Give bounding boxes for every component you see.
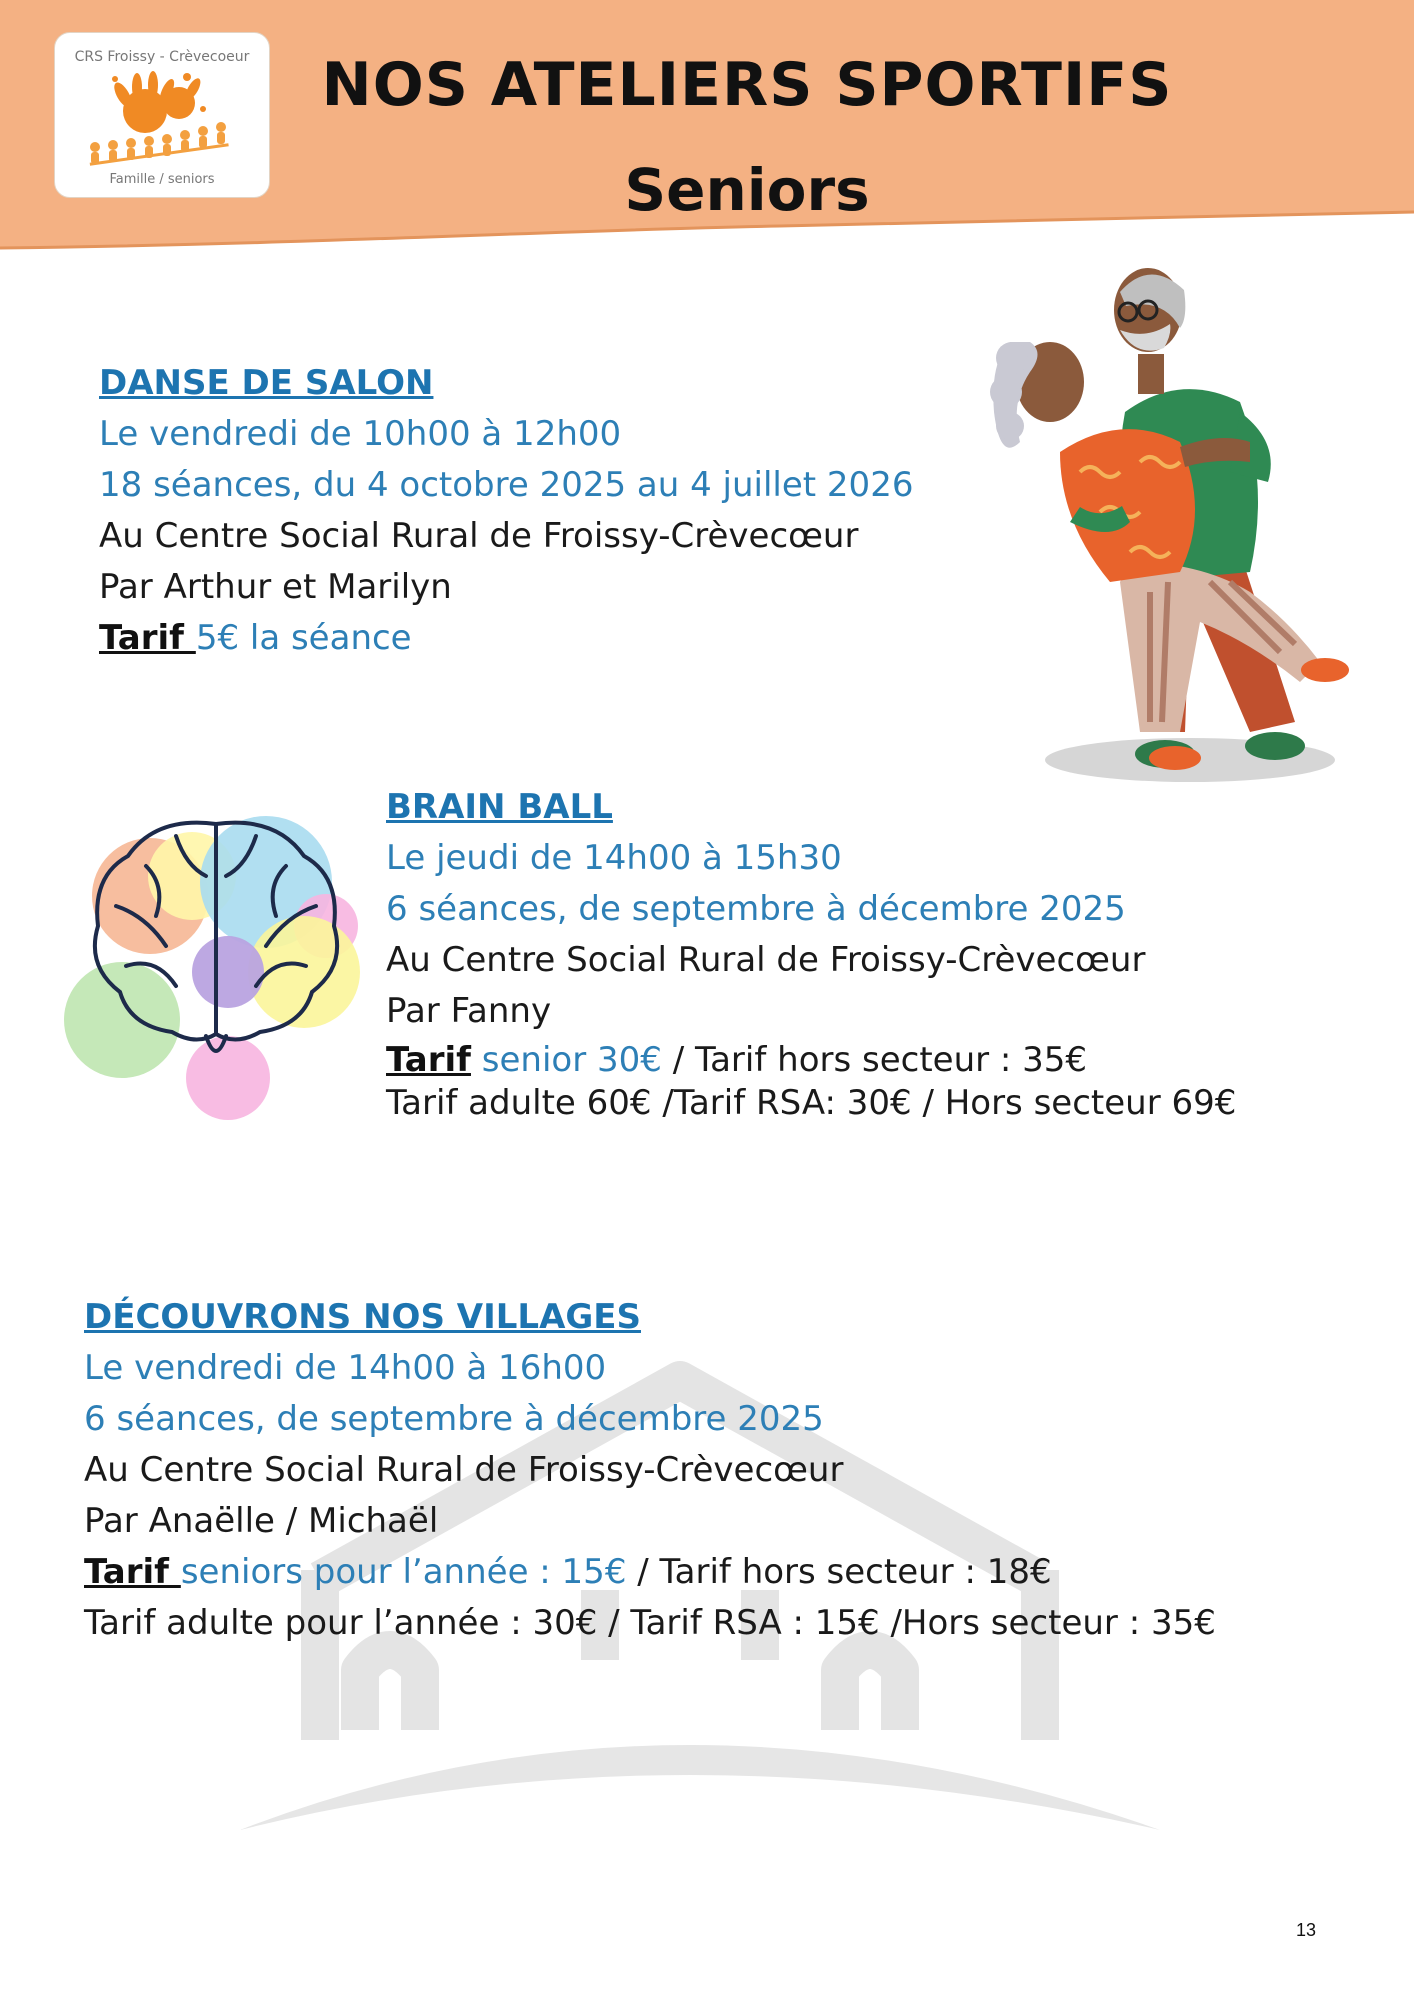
section-sessions: 18 séances, du 4 octobre 2025 au 4 juillet 2026: [99, 465, 914, 505]
section-heading: DÉCOUVRONS NOS VILLAGES: [84, 1297, 641, 1337]
tarif-rest: / Tarif hors secteur : 18€: [626, 1552, 1052, 1592]
section-danse-de-salon: [99, 358, 913, 664]
tarif-rest: / Tarif hors secteur : 35€: [661, 1040, 1088, 1080]
section-tarif: [386, 1037, 1236, 1083]
section-tarif-line2: Tarif adulte 60€ /Tarif RSA: 30€ / Hors secteur 69€: [386, 1083, 1237, 1123]
page-number: 13: [1296, 1920, 1317, 1940]
section-instructor: Par Arthur et Marilyn: [99, 567, 452, 607]
section-schedule: Le vendredi de 14h00 à 16h00: [84, 1348, 607, 1388]
tarif-price: seniors pour l’année : 15€: [180, 1552, 627, 1592]
logo-bottom-text: Famille / seniors: [109, 172, 215, 187]
section-instructor: Par Anaëlle / Michaël: [84, 1501, 439, 1541]
tarif-label: Tarif: [84, 1552, 181, 1592]
section-tarif: [99, 613, 913, 664]
section-tarif-line2: Tarif adulte pour l’année : 30€ / Tarif RSA : 15€ /Hors secteur : 35€: [84, 1603, 1216, 1643]
tarif-label: Tarif: [386, 1040, 471, 1080]
section-location: Au Centre Social Rural de Froissy-Crèvecœur: [386, 940, 1146, 980]
section-brain-ball: [386, 782, 1236, 1123]
section-tarif: [84, 1547, 1216, 1598]
page-subtitle: Seniors: [624, 156, 870, 224]
section-schedule: Le jeudi de 14h00 à 15h30: [386, 838, 842, 878]
section-sessions: 6 séances, de septembre à décembre 2025: [84, 1399, 824, 1439]
section-schedule: Le vendredi de 10h00 à 12h00: [99, 414, 622, 454]
section-sessions: 6 séances, de septembre à décembre 2025: [386, 889, 1126, 929]
section-location: Au Centre Social Rural de Froissy-Crèvecœur: [84, 1450, 844, 1490]
page-title: NOS ATELIERS SPORTIFS: [321, 50, 1173, 120]
section-heading: DANSE DE SALON: [99, 363, 434, 403]
tarif-label: Tarif: [99, 618, 196, 658]
section-instructor: Par Fanny: [386, 991, 552, 1031]
senior-couple-dancing-illustration: [950, 262, 1390, 792]
tarif-price: senior 30€: [470, 1040, 662, 1080]
logo-top-text: CRS Froissy - Crèvecoeur: [74, 49, 250, 65]
tarif-price: 5€ la séance: [195, 618, 412, 658]
section-location: Au Centre Social Rural de Froissy-Crèvecœur: [99, 516, 859, 556]
section-decouvrons-nos-villages: [84, 1292, 1216, 1649]
colorful-brain-illustration: [56, 796, 376, 1126]
section-heading: BRAIN BALL: [386, 787, 613, 827]
